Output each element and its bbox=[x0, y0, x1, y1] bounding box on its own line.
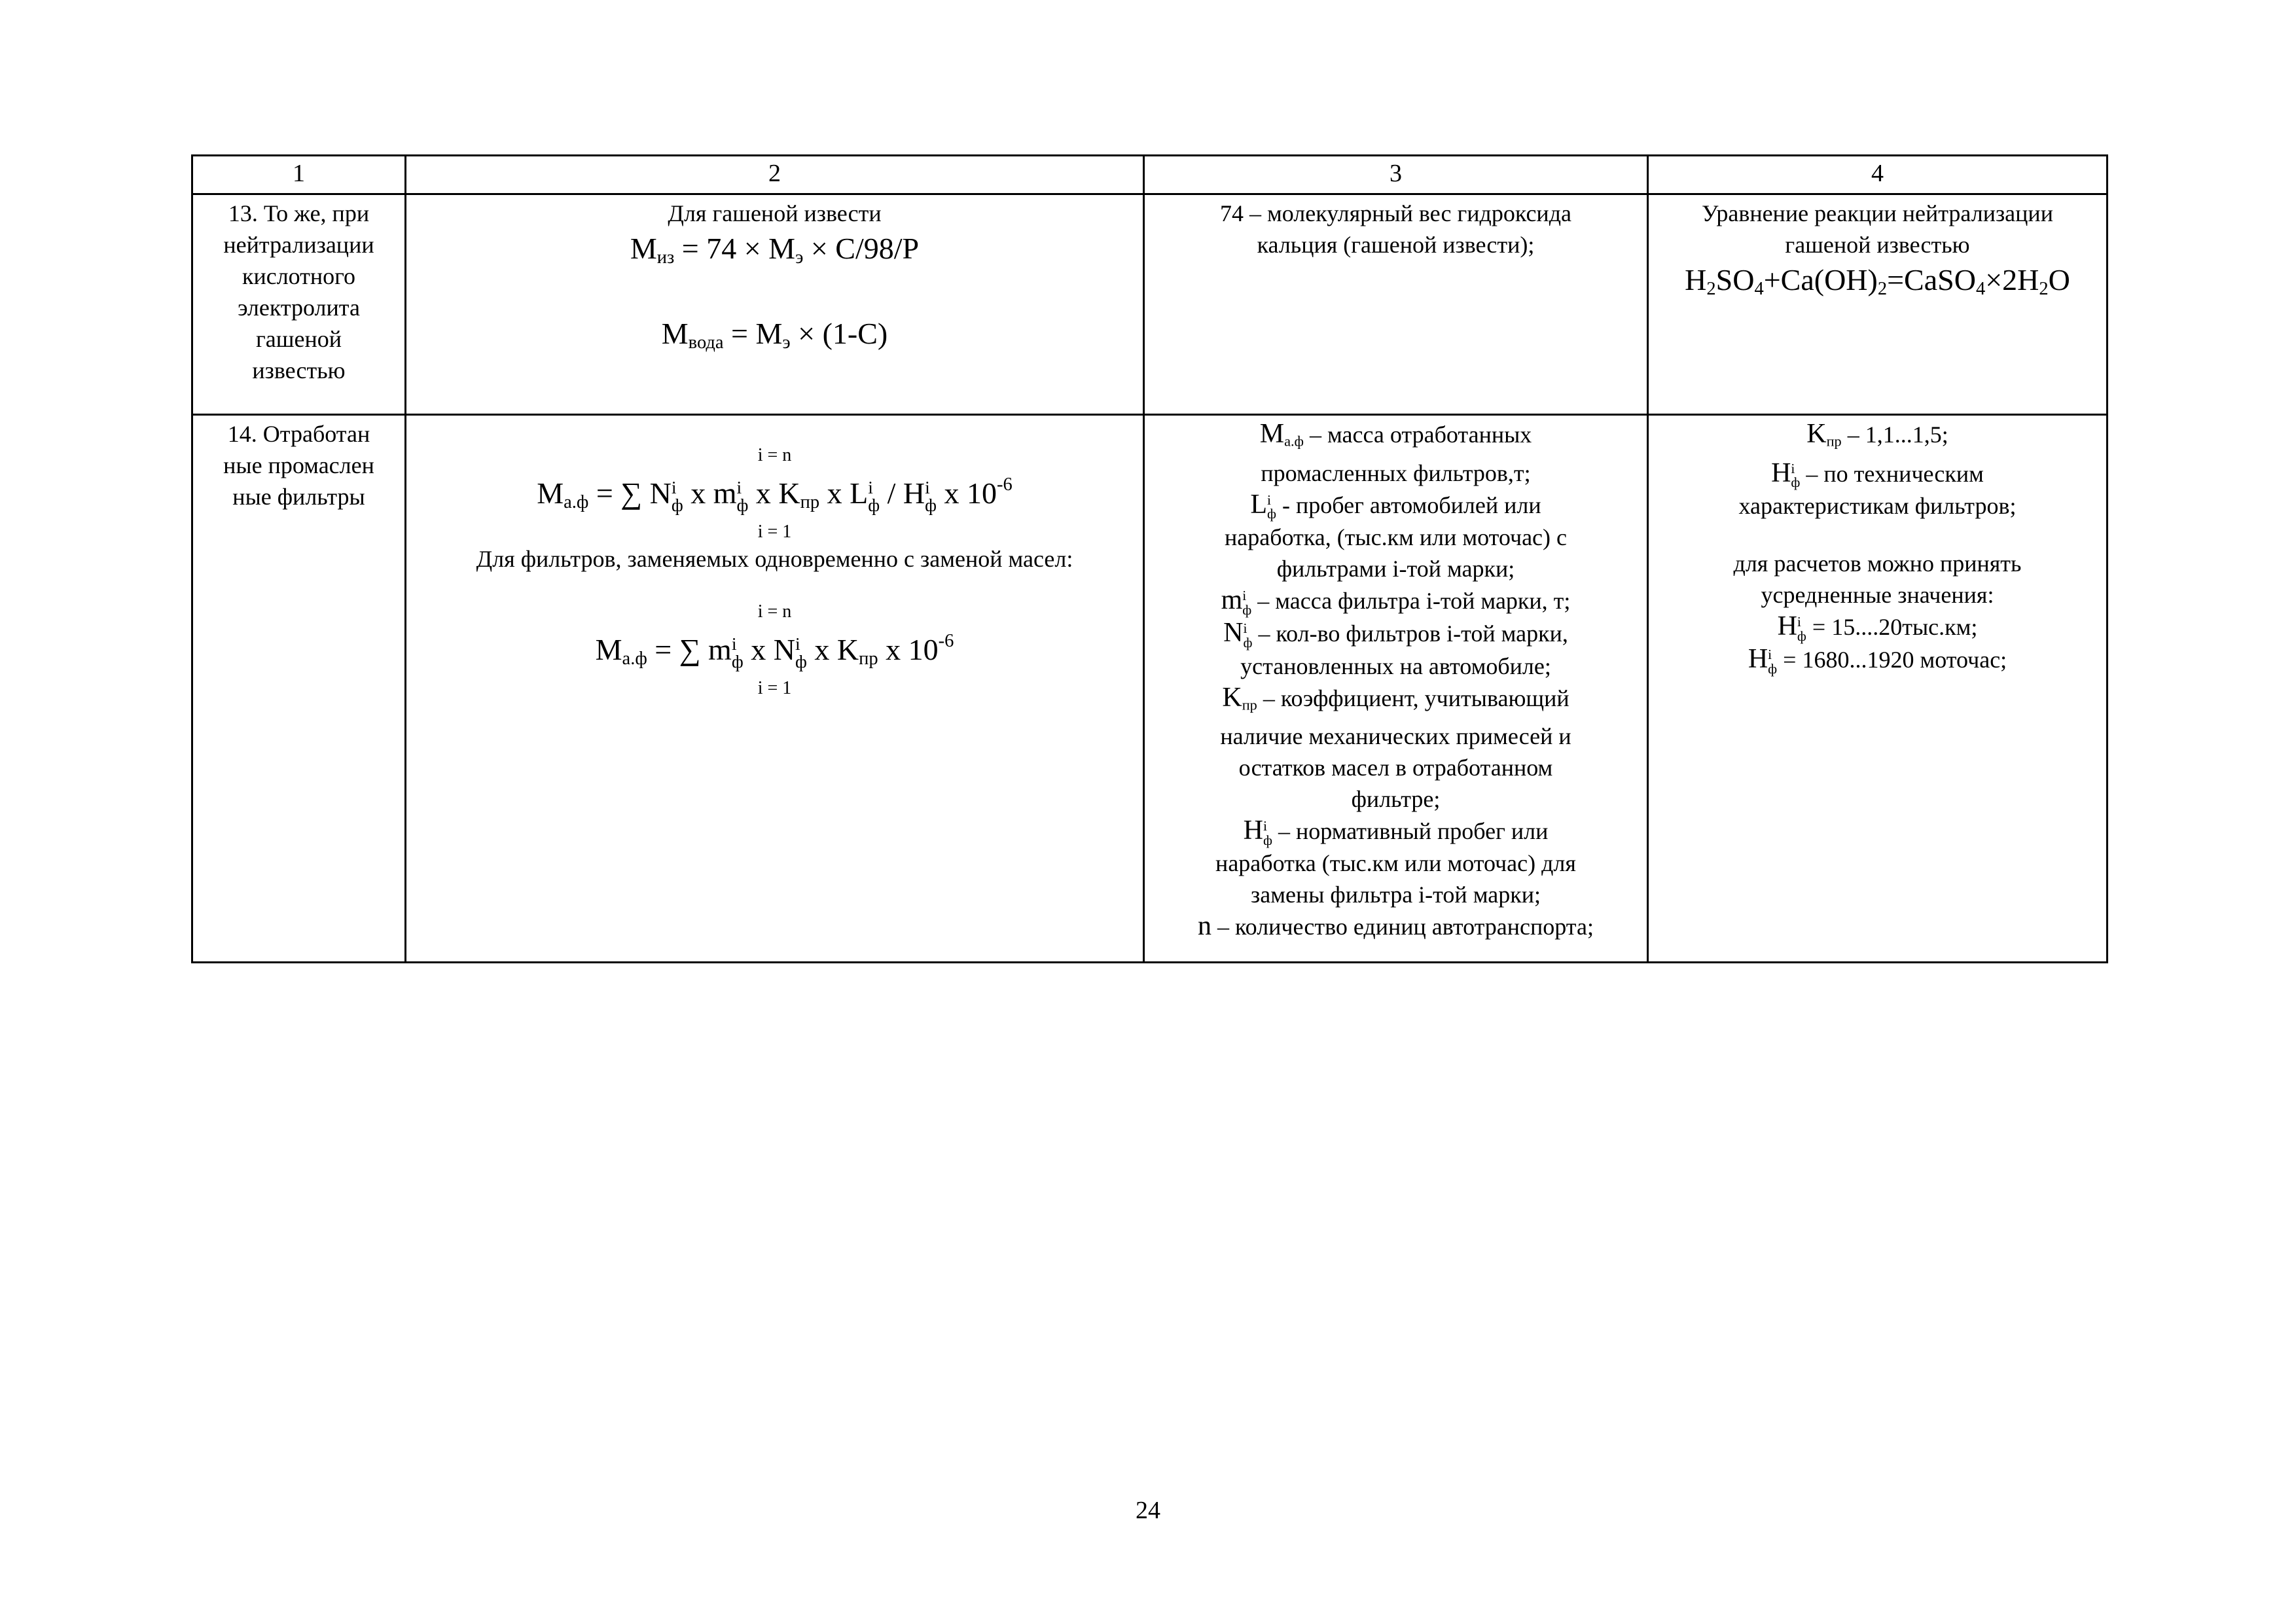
header-cell-1: 1 bbox=[192, 156, 406, 194]
table-row-14 bbox=[192, 415, 2108, 963]
header-cell-3: 3 bbox=[1144, 156, 1648, 194]
note-line: наличие механических примесей и bbox=[1220, 723, 1571, 750]
row13-name-cell bbox=[192, 194, 406, 415]
row13-name-line: гашеной bbox=[256, 326, 342, 352]
row13-name-line: известью bbox=[252, 357, 346, 383]
filter-mass-formula: i = n $М_{а.ф}$ = ∑ N i ф х m i ф х $K_{пр}$ х L i ф / H i ф х $10^{-6}$ i = 1 bbox=[537, 445, 1013, 543]
remark-line: для расчетов можно принять bbox=[1733, 550, 2022, 577]
note-line: наработка, (тыс.км или моточас) с bbox=[1224, 524, 1568, 550]
row14-name-line: ные промаслен bbox=[223, 452, 374, 478]
sum-lower-limit: i = 1 bbox=[757, 522, 792, 543]
water-mass-formula: $М_{вода} = М_э \times (1-С)$ bbox=[661, 317, 888, 353]
note-mass: $М_{а.ф}$ – масса отработанных bbox=[1259, 419, 1532, 450]
row14-name-line: 14. Отработан bbox=[227, 421, 370, 447]
header-cell-4: 4 bbox=[1648, 156, 2108, 194]
note-line: установленных на автомобиле; bbox=[1240, 652, 1551, 679]
note-line: фильтре; bbox=[1351, 786, 1441, 813]
table-row-13 bbox=[192, 194, 2108, 415]
note-line: замены фильтра i-той марки; bbox=[1251, 882, 1541, 908]
note-line: промасленных фильтров,т; bbox=[1261, 459, 1531, 486]
note-line: остатков масел в отработанном bbox=[1238, 755, 1553, 781]
remark-coefficient: $K_{пр} - 1,1...1,5$; bbox=[1806, 419, 1948, 450]
header-row bbox=[192, 156, 2108, 194]
norms-table bbox=[191, 154, 2108, 963]
row13-notes-cell bbox=[1144, 194, 1648, 415]
reaction-equation: $H_2SO_4+Ca(OH)_2=CaSO_4\times 2H_2O$ bbox=[1685, 263, 2070, 300]
filter-mass-formula-simplified: i = n $М_{а.ф}$ = ∑ m i ф х N i ф х $K_{пр}$ х $10^{-6}$ i = 1 bbox=[595, 601, 954, 699]
row13-remark-line: Уравнение реакции нейтрализации bbox=[1702, 200, 2053, 226]
remark-mileage-value: H i ф = 15....20тыс.км; bbox=[1777, 611, 1978, 644]
sum-upper-limit: i = n bbox=[757, 445, 792, 465]
note-vehicle-count: n – количество единиц автотранспорта; bbox=[1198, 911, 1594, 942]
row14-formula-cell bbox=[406, 415, 1144, 963]
row14-name-line: ные фильтры bbox=[232, 484, 365, 510]
row13-name-line: 13. То же, при bbox=[228, 200, 370, 226]
row14-formula-caption: Для фильтров, заменяемых одновременно с заменой масел: bbox=[476, 546, 1073, 573]
row14-notes-cell bbox=[1144, 415, 1648, 963]
row13-name-line: электролита bbox=[238, 294, 360, 321]
row13-formula-title: Для гашеной извести bbox=[668, 200, 882, 226]
note-filter-mass: m i ф – масса фильтра i-той марки, т; bbox=[1221, 584, 1571, 618]
note-mileage: L i ф - пробег автомобилей или bbox=[1250, 489, 1541, 522]
sum-upper-limit: i = n bbox=[757, 601, 792, 622]
page-number: 24 bbox=[1136, 1497, 1160, 1524]
row13-remarks-cell bbox=[1648, 194, 2108, 415]
row13-name-line: кислотного bbox=[242, 263, 356, 289]
note-line: фильтрами i-той марки; bbox=[1276, 555, 1515, 582]
lime-mass-formula: $М_{из} = 74 \times М_э \times С/98/Р$ bbox=[630, 232, 920, 268]
row13-name-line: нейтрализации bbox=[223, 232, 374, 258]
row14-name-cell bbox=[192, 415, 406, 963]
row13-remark-line: гашеной известью bbox=[1785, 232, 1970, 258]
row14-remarks-cell bbox=[1648, 415, 2108, 963]
header-cell-2: 2 bbox=[406, 156, 1144, 194]
remark-line: усредненные значения: bbox=[1761, 581, 1994, 608]
note-filter-count: N i ф – кол-во фильтров i-той марки, bbox=[1223, 618, 1568, 651]
remark-line: характеристикам фильтров; bbox=[1738, 492, 2017, 519]
remark-hours-value: H i ф = 1680...1920 моточас; bbox=[1748, 644, 2007, 677]
remark-norm: H i ф – по техническим bbox=[1771, 457, 1984, 491]
row13-formula-cell bbox=[406, 194, 1144, 415]
row13-note-line: 74 – молекулярный вес гидроксида bbox=[1219, 200, 1571, 226]
sum-lower-limit: i = 1 bbox=[757, 678, 792, 699]
row13-note-line: кальция (гашеной извести); bbox=[1257, 232, 1535, 258]
note-line: наработка (тыс.км или моточас) для bbox=[1215, 850, 1576, 877]
note-coefficient: $K_{пр}$ – коэффициент, учитывающий bbox=[1222, 682, 1570, 713]
note-norm-mileage: H i ф – нормативный пробег или bbox=[1243, 815, 1549, 848]
